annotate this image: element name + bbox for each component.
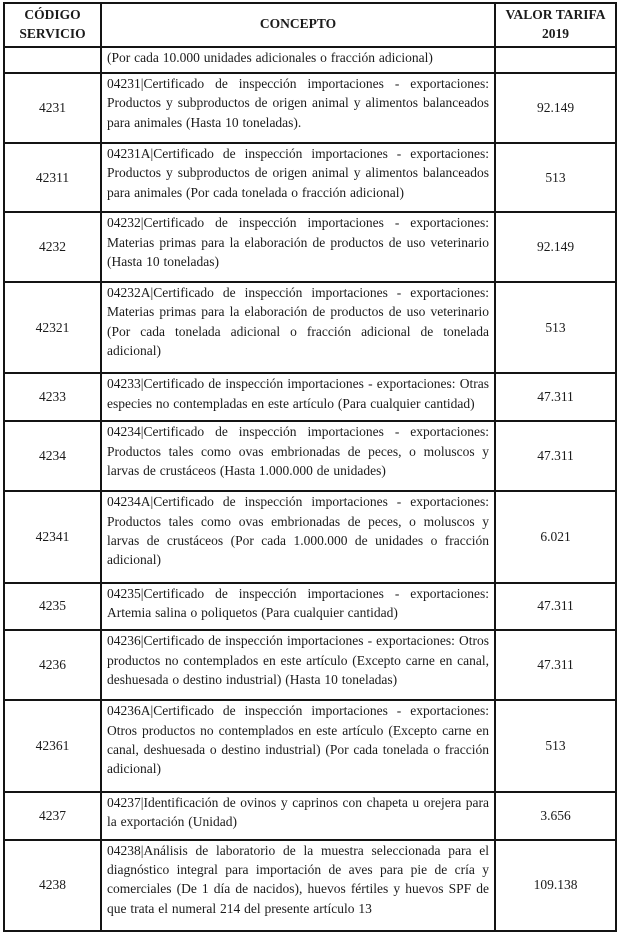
codigo-cell: 42361 [4,700,101,791]
header-row [4,3,616,47]
valor-cell: 92.149 [495,212,616,282]
table-row [4,143,616,213]
table-row [4,421,616,491]
concepto-cell: 04234A|Certificado de inspección importaciones - exportaciones: Productos tales como ovas embrionadas de peces, o moluscos y larvas de crustáceos (Por cada 1.000.000 de unidades o fracción adicional) [101,491,495,582]
codigo-cell: 4237 [4,792,101,840]
concepto-cell: 04235|Certificado de inspección importaciones - exportaciones: Artemia salina o poliquetos (Para cualquier cantidad) [101,583,495,631]
valor-cell: 6.021 [495,491,616,582]
valor-cell [495,47,616,73]
table-row [4,792,616,840]
column-header-codigo-servicio: CÓDIGO SERVICIO [4,3,101,47]
codigo-cell: 42341 [4,491,101,582]
concepto-cell: 04232|Certificado de inspección importaciones - exportaciones: Materias primas para la elaboración de productos de uso veterinario (Hasta 10 toneladas) [101,212,495,282]
codigo-cell: 4235 [4,583,101,631]
valor-cell: 513 [495,700,616,791]
table-row [4,840,616,932]
tariff-table [3,2,617,932]
codigo-cell: 4232 [4,212,101,282]
valor-cell: 92.149 [495,73,616,143]
table-header [4,3,616,47]
concepto-cell: 04231|Certificado de inspección importaciones - exportaciones: Productos y subproductos de origen animal y alimentos balanceados para animales (Hasta 10 toneladas). [101,73,495,143]
table-row [4,373,616,421]
table-row [4,583,616,631]
valor-cell: 109.138 [495,840,616,932]
codigo-cell: 4233 [4,373,101,421]
codigo-cell: 4234 [4,421,101,491]
concepto-cell: 04236|Certificado de inspección importaciones - exportaciones: Otros productos no contemplados en este artículo (Excepto carne en canal, deshuesada o destino industrial) (Hasta 10 toneladas) [101,630,495,700]
codigo-cell: 4231 [4,73,101,143]
valor-cell: 47.311 [495,630,616,700]
table-row [4,73,616,143]
table-body [4,47,616,931]
codigo-cell: 4238 [4,840,101,932]
valor-cell: 47.311 [495,583,616,631]
concepto-cell: 04238|Análisis de laboratorio de la muestra seleccionada para el diagnóstico integral para importación de aves para pie de cría y comerciales (De 1 día de nacidos), huevos fértiles y huevos SPF de que trata el numeral 214 del presente artículo 13 [101,840,495,932]
column-header-valor-tarifa: VALOR TARIFA 2019 [495,3,616,47]
concepto-cell: 04236A|Certificado de inspección importaciones - exportaciones: Otros productos no contemplados en este artículo (Excepto carne en canal, deshuesada o destino industrial) (Por cada tonelada o fracción adicional) [101,700,495,791]
table-row [4,700,616,791]
valor-cell: 47.311 [495,421,616,491]
valor-cell: 513 [495,282,616,373]
concepto-cell: (Por cada 10.000 unidades adicionales o fracción adicional) [101,47,495,73]
table-row [4,491,616,582]
concepto-cell: 04233|Certificado de inspección importaciones - exportaciones: Otras especies no contempladas en este artículo (Para cualquier cantidad) [101,373,495,421]
valor-cell: 513 [495,143,616,213]
table-row [4,282,616,373]
codigo-cell: 42321 [4,282,101,373]
table-row [4,630,616,700]
column-header-concepto: CONCEPTO [101,3,495,47]
concepto-cell: 04232A|Certificado de inspección importaciones - exportaciones: Materias primas para la elaboración de productos de uso veterinario (Por cada tonelada adicional o fracción adicional de tonelada adicional) [101,282,495,373]
concepto-cell: 04231A|Certificado de inspección importaciones - exportaciones: Productos y subproductos de origen animal y alimentos balanceados para animales (Por cada tonelada o fracción adicional) [101,143,495,213]
concepto-cell: 04237|Identificación de ovinos y caprinos con chapeta u orejera para la exportación (Unidad) [101,792,495,840]
valor-cell: 47.311 [495,373,616,421]
table-row [4,47,616,73]
codigo-cell: 42311 [4,143,101,213]
codigo-cell: 4236 [4,630,101,700]
codigo-cell [4,47,101,73]
concepto-cell: 04234|Certificado de inspección importaciones - exportaciones: Productos tales como ovas embrionadas de peces, o moluscos y larvas de crustáceos (Hasta 1.000.000 de unidades) [101,421,495,491]
valor-cell: 3.656 [495,792,616,840]
table-row [4,212,616,282]
